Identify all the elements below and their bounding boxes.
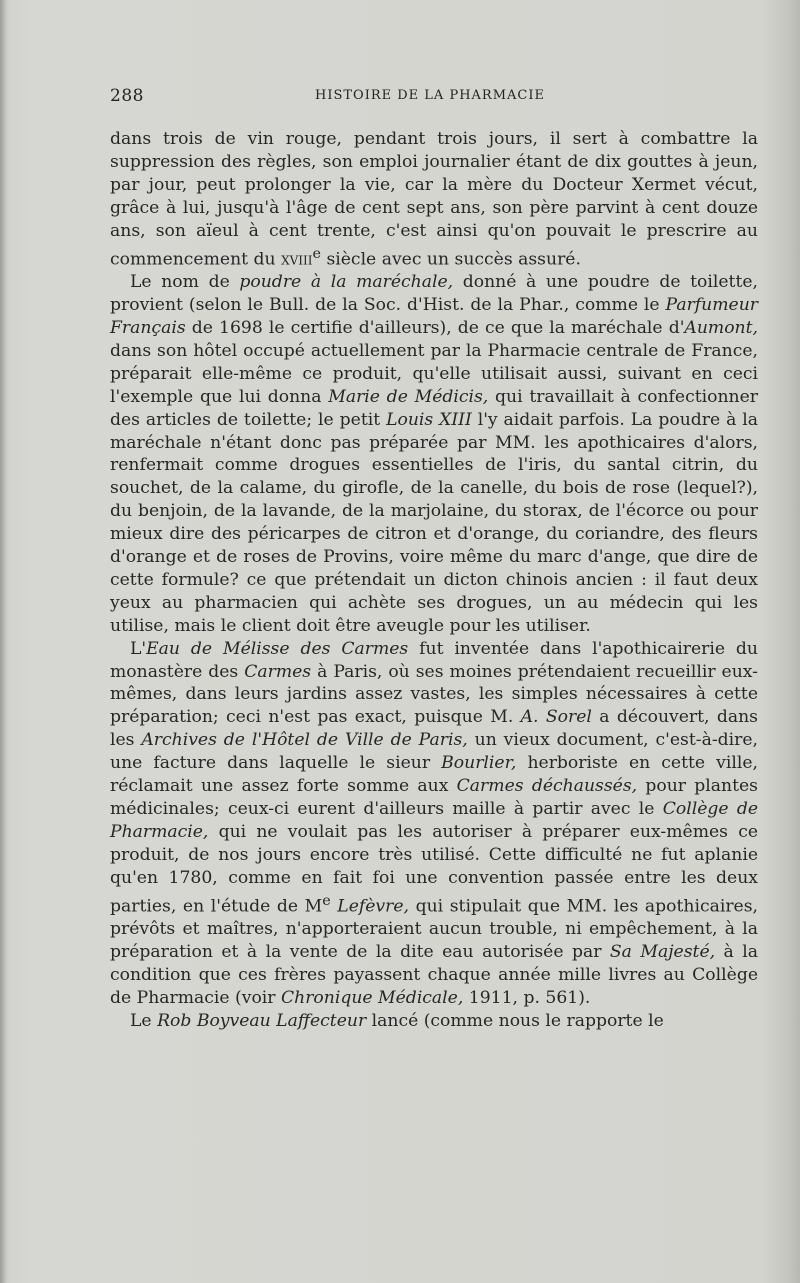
text-run: de 1698 le certifie d'ailleurs), de ce que la maréchale d' <box>185 317 685 338</box>
paragraph-p2 <box>110 271 758 638</box>
text-run: à la condition que ces frères payassent chaque année mille livres au Collège de Pharmacie (voir <box>110 942 758 1008</box>
text-run: a découvert, dans les <box>110 707 758 751</box>
text-run: qui stipulait que MM. les apothicaires, prévôts et maîtres, n'apporteraient aucun trouble, ni empêchement, à la préparation et à la vente de la dite eau autorisée par <box>110 896 758 963</box>
text-run: à Paris, où ses moines prétendaient recueillir eux-mêmes, dans leurs jardins assez vastes, les simples nécessaires à cette préparation; ceci n'est pas exact, puisque M. <box>110 661 758 728</box>
body-text <box>110 128 758 1033</box>
paragraph-p1 <box>110 128 758 271</box>
page-number: 288 <box>110 86 144 106</box>
text-run: l'y aidait parfois. La poudre à la maréchale n'étant donc pas préparée par MM. les apothicaires d'alors, renfermait comme drogues essentielles de l'iris, du santal citrin, du souchet, de la calame, du girofle, de la canelle, du bois de rose (lequel?), du benjoin, de la lavande, de la marjolaine, du storax, de l'écorce ou pour mieux dire des péricarpes de citron et d'orange, du coriandre, des fleurs d'orange et de roses de Provins, voire même du marc d'ange, que dire de cette formule? ce que prétendait un dicton chinois ancien : il faut deux yeux au pharmacien qui achète ses drogues, un au médecin qui les utilise, mais le client doit être aveugle pour les utiliser. <box>110 409 759 636</box>
text-run: 1911, p. 561). <box>463 988 591 1008</box>
superscript: e <box>322 892 331 909</box>
italic-text: Marie de Médicis, <box>328 386 489 407</box>
running-header <box>110 86 758 110</box>
paragraph-p3 <box>110 638 758 1010</box>
text-run: Le nom de <box>130 272 240 293</box>
italic-text: Sa Majesté, <box>609 942 716 963</box>
text-run: L' <box>130 638 147 659</box>
text-run: donné à une poudre de toilette, provient (selon le Bull. de la Soc. d'Hist. de la Phar., comme le <box>110 272 758 316</box>
italic-text: Bourlier, <box>441 753 517 774</box>
italic-text: Carmes <box>244 661 312 682</box>
italic-text: poudre à la maréchale, <box>239 272 454 293</box>
italic-text: Eau de Mélisse des Carmes <box>146 638 409 659</box>
text-run: lancé (comme nous le rapporte le <box>366 1010 664 1031</box>
text-run: dans trois de vin rouge, pendant trois jours, il sert à combattre la suppression des règles, son emploi journalier étant de dix gouttes à jeun, par jour, peut prolonger la vie, car la mère du Docteur Xermet vécut, grâce à lui, jusqu'à l'âge de cent sept ans, son père parvint à cent douze ans, son aïeul à cent trente, c'est ainsi qu'on pouvait le prescrire au commencement du <box>110 129 758 270</box>
text-run: herboriste en cette ville, réclamait une assez forte somme aux <box>110 753 758 797</box>
italic-text: Carmes déchaussés, <box>456 776 638 797</box>
text-run: un vieux document, c'est-à-dire, une facture dans laquelle le sieur <box>110 730 758 774</box>
text-run: Le <box>130 1010 158 1031</box>
italic-text: Rob Boyveau Laffecteur <box>157 1010 367 1031</box>
italic-text: Aumont, <box>684 317 758 338</box>
small-caps-text: xviii <box>281 249 313 270</box>
paragraph-p4 <box>110 1010 758 1033</box>
italic-text: Parfumeur Français <box>110 295 758 338</box>
text-run: dans son hôtel occupé actuellement par la Pharmacie centrale de France, préparait elle-même ce produit, qu'elle utilisait aussi, suivant en ceci l'exemple que lui donna <box>110 340 758 407</box>
italic-text: A. Sorel <box>520 707 592 728</box>
superscript: e <box>312 245 321 262</box>
page-spine-shadow <box>0 0 6 1283</box>
running-title: HISTOIRE DE LA PHARMACIE <box>315 88 545 103</box>
text-run: fut inventée dans l'apothicairerie du monastère des <box>110 638 758 682</box>
italic-text: Collège de Pharmacie, <box>110 799 758 842</box>
italic-text: Louis XIII <box>386 409 472 430</box>
text-run: qui ne voulait pas les autoriser à préparer eux-mêmes ce produit, de nos jours encore très utilisé. Cette difficulté ne fut aplanie qu'en 1780, comme en fait foi une convention passée entre les deux parties, en l'étude de M <box>110 821 758 917</box>
text-run: siècle avec un succès assuré. <box>320 249 581 270</box>
italic-text: Archives de l'Hôtel de Ville de Paris, <box>141 730 468 751</box>
text-run: qui travaillait à confectionner des articles de toilette; le petit <box>110 386 758 430</box>
text-run: pour plantes médicinales; ceux-ci eurent d'ailleurs maille à partir avec le <box>110 776 758 820</box>
italic-text: Chronique Médicale, <box>280 988 464 1008</box>
italic-text: Lefèvre, <box>337 896 409 917</box>
